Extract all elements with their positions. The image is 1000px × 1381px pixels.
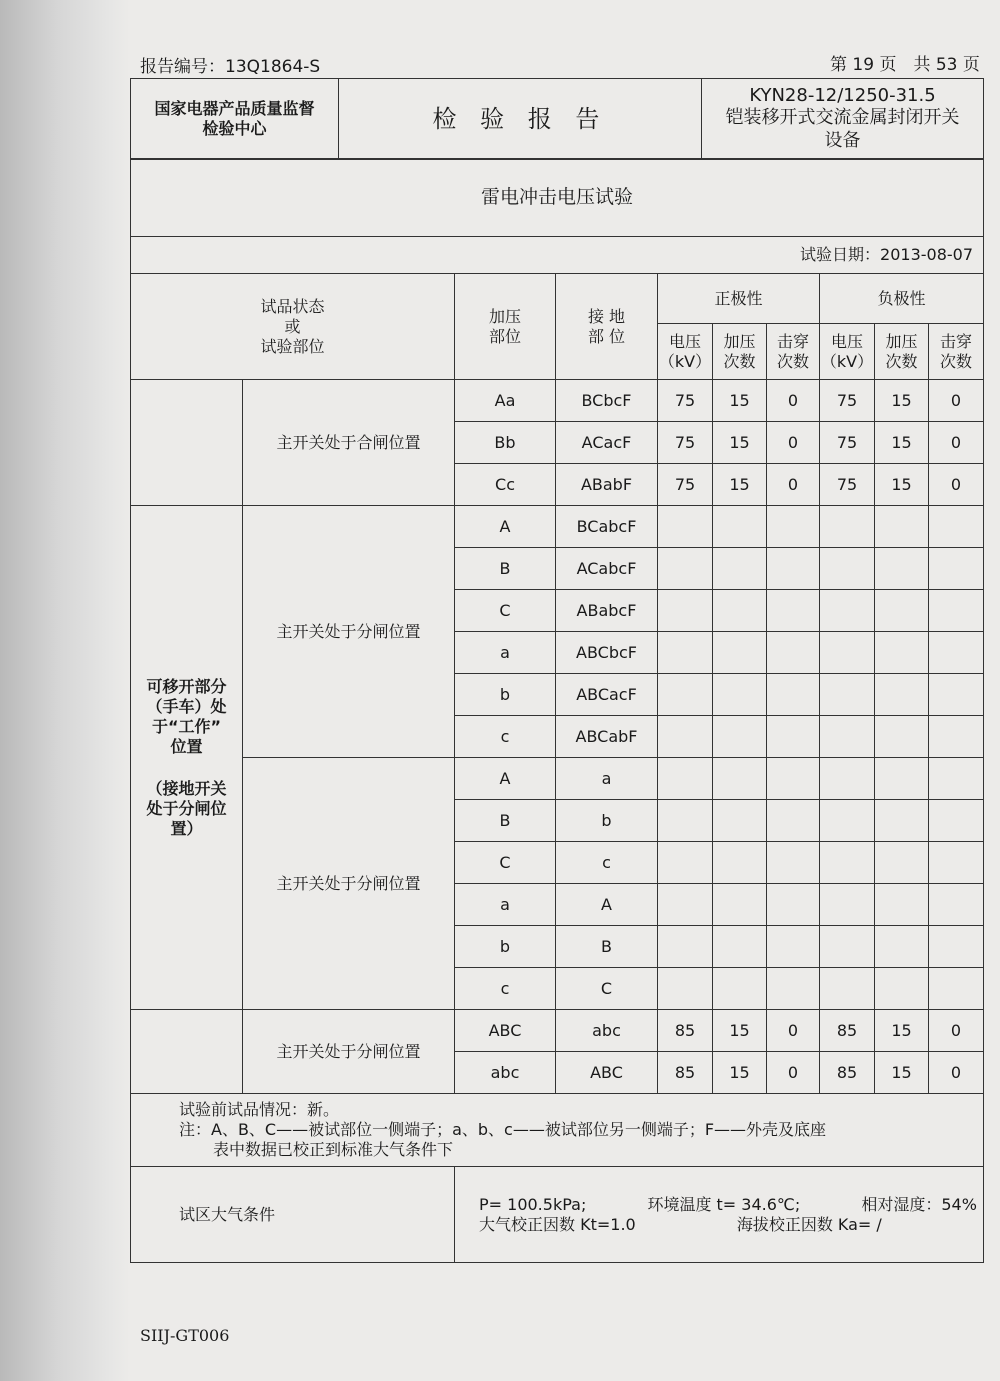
neg-breakdown-line-2: 次数 bbox=[940, 351, 973, 371]
neg-breakdown-cell: 0 bbox=[929, 1052, 984, 1094]
table-notes bbox=[131, 1094, 984, 1263]
table-row bbox=[131, 380, 984, 422]
col-ground-line-1: 接 地 bbox=[587, 306, 626, 326]
form-code: SIIJ-GT006 bbox=[140, 1326, 230, 1345]
apply-position-cell: C bbox=[455, 842, 556, 884]
pos-breakdown-cell bbox=[767, 884, 820, 926]
neg-breakdown-cell: 0 bbox=[929, 380, 984, 422]
pos-count-line-1: 加压 bbox=[723, 331, 756, 351]
neg-breakdown-cell bbox=[929, 590, 984, 632]
pos-voltage-cell bbox=[658, 506, 713, 548]
table-row bbox=[131, 506, 984, 548]
pos-breakdown-cell: 0 bbox=[767, 1052, 820, 1094]
apply-position-cell: a bbox=[455, 632, 556, 674]
pos-voltage-cell bbox=[658, 632, 713, 674]
neg-count-header bbox=[875, 324, 929, 380]
neg-voltage-cell bbox=[820, 632, 875, 674]
corrected-note: 表中数据已校正到标准大气条件下 bbox=[213, 1140, 454, 1159]
pos-count-cell bbox=[713, 632, 767, 674]
neg-count-cell: 15 bbox=[875, 1052, 929, 1094]
neg-voltage-cell bbox=[820, 506, 875, 548]
pos-count-cell bbox=[713, 548, 767, 590]
group-label-line: 可移开部分 bbox=[146, 676, 227, 696]
neg-count-cell bbox=[875, 800, 929, 842]
neg-breakdown-cell: 0 bbox=[929, 422, 984, 464]
neg-breakdown-cell bbox=[929, 716, 984, 758]
neg-voltage-cell: 75 bbox=[820, 380, 875, 422]
neg-breakdown-cell bbox=[929, 884, 984, 926]
apply-position-cell: A bbox=[455, 506, 556, 548]
pos-voltage-cell bbox=[658, 842, 713, 884]
group-label-gap bbox=[131, 757, 242, 779]
pos-voltage-cell bbox=[658, 716, 713, 758]
neg-breakdown-cell bbox=[929, 674, 984, 716]
ground-position-cell: abc bbox=[556, 1010, 658, 1052]
switch-state: 主开关处于合闸位置 bbox=[243, 380, 455, 506]
ground-position-cell: ABabcF bbox=[556, 590, 658, 632]
product-model bbox=[702, 79, 984, 159]
page-info: 第 19 页 共 53 页 bbox=[830, 55, 980, 75]
apply-position-cell: A bbox=[455, 758, 556, 800]
pre-test-condition: 试验前试品情况：新。 bbox=[179, 1100, 340, 1119]
pos-count-line-2: 次数 bbox=[723, 351, 756, 371]
neg-voltage-header bbox=[820, 324, 875, 380]
pos-count-cell bbox=[713, 884, 767, 926]
pos-breakdown-cell bbox=[767, 968, 820, 1010]
pos-breakdown-cell bbox=[767, 632, 820, 674]
pos-voltage-cell bbox=[658, 968, 713, 1010]
neg-voltage-cell bbox=[820, 842, 875, 884]
apply-position-cell: Aa bbox=[455, 380, 556, 422]
model-line-2: 铠装移开式交流金属封闭开关 bbox=[725, 107, 960, 129]
pos-count-cell bbox=[713, 506, 767, 548]
pos-breakdown-cell bbox=[767, 506, 820, 548]
switch-state: 主开关处于分闸位置 bbox=[243, 758, 455, 1010]
pos-voltage-cell bbox=[658, 758, 713, 800]
pos-voltage-cell bbox=[658, 800, 713, 842]
pos-breakdown-header bbox=[767, 324, 820, 380]
neg-count-cell bbox=[875, 674, 929, 716]
pos-count-cell bbox=[713, 758, 767, 800]
ground-position-cell: b bbox=[556, 800, 658, 842]
atmosphere-label: 试区大气条件 bbox=[131, 1167, 455, 1263]
col-state-line-3: 试验部位 bbox=[260, 336, 325, 356]
neg-count-cell: 15 bbox=[875, 422, 929, 464]
neg-voltage-line-2: （kV） bbox=[820, 351, 874, 371]
pos-count-cell bbox=[713, 842, 767, 884]
test-table bbox=[130, 159, 984, 1263]
ground-position-cell: c bbox=[556, 842, 658, 884]
ka-value: 海拔校正因数 Ka= / bbox=[736, 1214, 882, 1234]
col-ground-line-2: 部 位 bbox=[587, 326, 626, 346]
org-line-2: 检验中心 bbox=[202, 118, 267, 138]
neg-count-cell bbox=[875, 716, 929, 758]
neg-breakdown-cell bbox=[929, 548, 984, 590]
pos-breakdown-cell bbox=[767, 842, 820, 884]
neg-voltage-cell bbox=[820, 800, 875, 842]
pos-count-cell bbox=[713, 926, 767, 968]
pos-breakdown-cell: 0 bbox=[767, 464, 820, 506]
apply-position-cell: Cc bbox=[455, 464, 556, 506]
pos-voltage-cell bbox=[658, 926, 713, 968]
neg-breakdown-cell bbox=[929, 800, 984, 842]
pos-voltage-cell bbox=[658, 590, 713, 632]
neg-count-cell bbox=[875, 590, 929, 632]
neg-voltage-cell bbox=[820, 968, 875, 1010]
terminal-note: 注：A、B、C——被试部位一侧端子；a、b、c——被试部位另一侧端子；F——外壳及底座 bbox=[179, 1120, 827, 1139]
pos-count-cell bbox=[713, 590, 767, 632]
neg-voltage-cell bbox=[820, 926, 875, 968]
neg-count-cell bbox=[875, 632, 929, 674]
pos-count-cell bbox=[713, 674, 767, 716]
pos-voltage-cell: 75 bbox=[658, 422, 713, 464]
switch-state: 主开关处于分闸位置 bbox=[243, 1010, 455, 1094]
neg-voltage-line-1: 电压 bbox=[830, 331, 863, 351]
group-label-line: 处于分闸位 bbox=[146, 798, 227, 818]
temperature-value: 环境温度 t= 34.6℃; bbox=[647, 1194, 801, 1214]
pos-count-cell: 15 bbox=[713, 380, 767, 422]
blank-group-cell bbox=[131, 380, 243, 506]
pos-count-cell bbox=[713, 968, 767, 1010]
report-header-table bbox=[130, 78, 984, 159]
neg-voltage-cell: 85 bbox=[820, 1052, 875, 1094]
apply-position-cell: b bbox=[455, 926, 556, 968]
neg-voltage-cell bbox=[820, 716, 875, 758]
pos-count-cell bbox=[713, 716, 767, 758]
pos-breakdown-cell bbox=[767, 716, 820, 758]
neg-count-cell bbox=[875, 842, 929, 884]
col-state-line-1: 试品状态 bbox=[260, 296, 325, 316]
neg-breakdown-cell bbox=[929, 632, 984, 674]
pos-voltage-header bbox=[658, 324, 713, 380]
atmosphere-values bbox=[455, 1167, 984, 1263]
neg-count-cell bbox=[875, 926, 929, 968]
col-state-line-2: 或 bbox=[284, 316, 301, 336]
neg-count-line-1: 加压 bbox=[885, 331, 918, 351]
neg-breakdown-cell: 0 bbox=[929, 464, 984, 506]
neg-count-cell: 15 bbox=[875, 1010, 929, 1052]
pos-breakdown-cell: 0 bbox=[767, 422, 820, 464]
neg-breakdown-cell bbox=[929, 842, 984, 884]
apply-position-cell: b bbox=[455, 674, 556, 716]
position-group-label bbox=[131, 506, 243, 1010]
pos-voltage-cell bbox=[658, 674, 713, 716]
pos-voltage-cell: 85 bbox=[658, 1010, 713, 1052]
scan-binding-shadow bbox=[0, 0, 130, 1381]
pos-breakdown-line-2: 次数 bbox=[776, 351, 809, 371]
ground-position-cell: A bbox=[556, 884, 658, 926]
group-label-line: （接地开关 bbox=[146, 778, 227, 798]
neg-count-cell bbox=[875, 758, 929, 800]
pos-voltage-cell: 75 bbox=[658, 380, 713, 422]
neg-voltage-cell bbox=[820, 884, 875, 926]
pos-voltage-cell: 85 bbox=[658, 1052, 713, 1094]
apply-position-cell: a bbox=[455, 884, 556, 926]
apply-position-cell: B bbox=[455, 548, 556, 590]
apply-position-cell: Bb bbox=[455, 422, 556, 464]
ground-position-cell: ABCabF bbox=[556, 716, 658, 758]
neg-count-cell bbox=[875, 548, 929, 590]
group-label-line: 置） bbox=[170, 818, 203, 838]
ground-position-cell: ACacF bbox=[556, 422, 658, 464]
ground-position-cell: BCabcF bbox=[556, 506, 658, 548]
apply-position-cell: abc bbox=[455, 1052, 556, 1094]
neg-polarity-header: 负极性 bbox=[820, 274, 984, 324]
pos-breakdown-cell bbox=[767, 590, 820, 632]
report-title: 检 验 报 告 bbox=[339, 79, 702, 159]
neg-voltage-cell: 75 bbox=[820, 464, 875, 506]
group-label-line: 位置 bbox=[170, 736, 203, 756]
neg-voltage-cell bbox=[820, 590, 875, 632]
model-line-1: KYN28-12/1250-31.5 bbox=[749, 84, 936, 106]
neg-count-cell bbox=[875, 506, 929, 548]
col-apply-line-2: 部位 bbox=[488, 326, 521, 346]
apply-position-cell: C bbox=[455, 590, 556, 632]
pos-voltage-cell: 75 bbox=[658, 464, 713, 506]
pos-voltage-cell bbox=[658, 884, 713, 926]
pos-voltage-line-1: 电压 bbox=[668, 331, 701, 351]
pos-breakdown-cell bbox=[767, 800, 820, 842]
pos-voltage-line-2: （kV） bbox=[658, 351, 712, 371]
neg-breakdown-header bbox=[929, 324, 984, 380]
pos-breakdown-cell bbox=[767, 548, 820, 590]
pos-count-cell: 15 bbox=[713, 422, 767, 464]
pos-count-cell: 15 bbox=[713, 1052, 767, 1094]
ground-position-cell: ABCbcF bbox=[556, 632, 658, 674]
apply-position-cell: ABC bbox=[455, 1010, 556, 1052]
col-apply-line-1: 加压 bbox=[488, 306, 521, 326]
group-label-line: 于“工作” bbox=[151, 716, 222, 736]
neg-voltage-cell bbox=[820, 548, 875, 590]
ground-position-cell: a bbox=[556, 758, 658, 800]
table-head bbox=[131, 160, 984, 380]
apply-position-cell: B bbox=[455, 800, 556, 842]
notes-cell bbox=[131, 1094, 984, 1167]
neg-breakdown-cell bbox=[929, 758, 984, 800]
test-date: 试验日期：2013-08-07 bbox=[131, 237, 984, 274]
ground-position-cell: BCbcF bbox=[556, 380, 658, 422]
col-apply-header bbox=[455, 274, 556, 380]
neg-voltage-cell: 85 bbox=[820, 1010, 875, 1052]
pos-voltage-cell bbox=[658, 548, 713, 590]
pos-breakdown-cell bbox=[767, 758, 820, 800]
kt-value: 大气校正因数 Kt=1.0 bbox=[479, 1214, 636, 1234]
apply-position-cell: c bbox=[455, 716, 556, 758]
switch-state: 主开关处于分闸位置 bbox=[243, 506, 455, 758]
pos-breakdown-line-1: 击穿 bbox=[776, 331, 809, 351]
neg-breakdown-line-1: 击穿 bbox=[940, 331, 973, 351]
neg-breakdown-cell: 0 bbox=[929, 1010, 984, 1052]
col-ground-header bbox=[556, 274, 658, 380]
table-row bbox=[131, 1010, 984, 1052]
pos-count-cell: 15 bbox=[713, 464, 767, 506]
neg-voltage-cell: 75 bbox=[820, 422, 875, 464]
col-state-header bbox=[131, 274, 455, 380]
pressure-value: P= 100.5kPa; bbox=[479, 1194, 587, 1214]
pos-polarity-header: 正极性 bbox=[658, 274, 820, 324]
humidity-value: 相对湿度：54% bbox=[861, 1194, 977, 1214]
neg-breakdown-cell bbox=[929, 506, 984, 548]
neg-count-line-2: 次数 bbox=[885, 351, 918, 371]
group-label-line: （手车）处 bbox=[146, 696, 227, 716]
pos-count-header bbox=[713, 324, 767, 380]
model-line-3: 设备 bbox=[824, 129, 861, 151]
table-body bbox=[131, 380, 984, 1094]
ground-position-cell: ACabcF bbox=[556, 548, 658, 590]
neg-breakdown-cell bbox=[929, 968, 984, 1010]
report-document bbox=[130, 78, 984, 1263]
ground-position-cell: ABabF bbox=[556, 464, 658, 506]
ground-position-cell: ABCacF bbox=[556, 674, 658, 716]
neg-count-cell: 15 bbox=[875, 380, 929, 422]
pos-breakdown-cell bbox=[767, 926, 820, 968]
blank-group-cell bbox=[131, 1010, 243, 1094]
apply-position-cell: c bbox=[455, 968, 556, 1010]
ground-position-cell: B bbox=[556, 926, 658, 968]
section-title: 雷电冲击电压试验 bbox=[131, 160, 984, 237]
pos-count-cell bbox=[713, 800, 767, 842]
pos-breakdown-cell: 0 bbox=[767, 380, 820, 422]
neg-count-cell bbox=[875, 968, 929, 1010]
neg-breakdown-cell bbox=[929, 926, 984, 968]
ground-position-cell: C bbox=[556, 968, 658, 1010]
pos-count-cell: 15 bbox=[713, 1010, 767, 1052]
neg-voltage-cell bbox=[820, 758, 875, 800]
pos-breakdown-cell bbox=[767, 674, 820, 716]
neg-count-cell bbox=[875, 884, 929, 926]
org-line-1: 国家电器产品质量监督 bbox=[154, 98, 315, 118]
neg-voltage-cell bbox=[820, 674, 875, 716]
report-number: 报告编号：13Q1864-S bbox=[140, 57, 321, 77]
neg-count-cell: 15 bbox=[875, 464, 929, 506]
ground-position-cell: ABC bbox=[556, 1052, 658, 1094]
org-name bbox=[131, 79, 339, 159]
table-row bbox=[131, 758, 984, 800]
pos-breakdown-cell: 0 bbox=[767, 1010, 820, 1052]
